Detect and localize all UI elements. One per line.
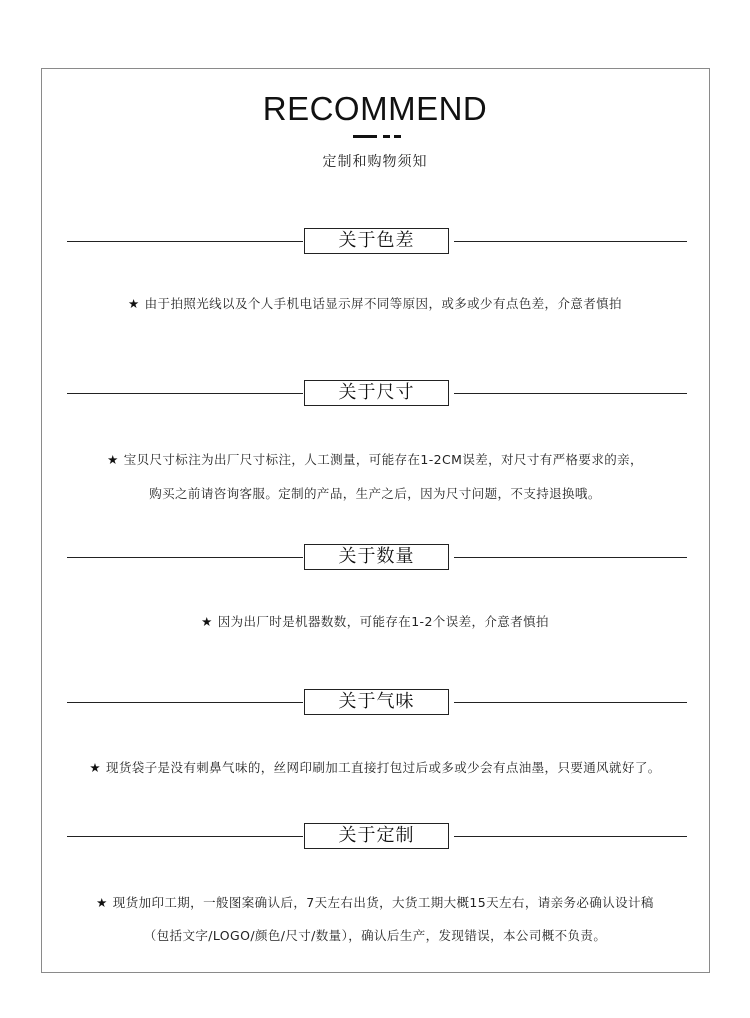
star-icon: ★ — [107, 452, 119, 467]
section-text-custom — [0, 893, 750, 911]
divider-line — [454, 702, 687, 703]
divider-line — [67, 393, 303, 394]
section-text-size-2 — [0, 484, 750, 502]
section-line: 由于拍照光线以及个人手机电话显示屏不同等原因，或多或少有点色差，介意者慎拍 — [144, 296, 622, 311]
section-text-size — [0, 450, 750, 468]
section-header-custom — [67, 823, 687, 851]
section-line: 现货加印工期，一般图案确认后，7天左右出货，大货工期大概15天左右，请亲务必确认设计稿 — [112, 895, 654, 910]
title-decoration — [353, 135, 401, 138]
section-line: （包括文字/LOGO/颜色/尺寸/数量），确认后生产，发现错误，本公司概不负责。 — [143, 928, 607, 943]
section-header-color — [67, 228, 687, 256]
section-text-odor — [0, 758, 750, 776]
star-icon: ★ — [96, 895, 108, 910]
star-icon: ★ — [89, 760, 101, 775]
section-header-size — [67, 380, 687, 408]
section-title-color: 关于色差 — [304, 228, 449, 254]
section-text-quantity — [0, 612, 750, 630]
section-line: 购买之前请咨询客服。定制的产品，生产之后，因为尺寸问题，不支持退换哦。 — [149, 486, 601, 501]
section-line: 现货袋子是没有刺鼻气味的，丝网印刷加工直接打包过后或多或少会有点油墨，只要通风就好了。 — [105, 760, 661, 775]
section-text-color — [0, 294, 750, 312]
divider-line — [67, 836, 303, 837]
page-subtitle: 定制和购物须知 — [322, 154, 428, 170]
section-text-custom-2 — [0, 926, 750, 944]
divider-line — [454, 836, 687, 837]
star-icon: ★ — [128, 296, 140, 311]
divider-line — [454, 557, 687, 558]
section-header-quantity — [67, 544, 687, 572]
section-title-custom: 关于定制 — [304, 823, 449, 849]
divider-line — [67, 702, 303, 703]
divider-line — [454, 241, 687, 242]
section-line: 宝贝尺寸标注为出厂尺寸标注，人工测量，可能存在1-2CM误差，对尺寸有严格要求的亲， — [123, 452, 643, 467]
divider-line — [454, 393, 687, 394]
section-title-size: 关于尺寸 — [304, 380, 449, 406]
section-line: 因为出厂时是机器数数，可能存在1-2个误差，介意者慎拍 — [217, 614, 549, 629]
section-title-odor: 关于气味 — [304, 689, 449, 715]
star-icon: ★ — [201, 614, 213, 629]
section-header-odor — [67, 689, 687, 717]
page-title: RECOMMEND — [262, 90, 488, 127]
section-title-quantity: 关于数量 — [304, 544, 449, 570]
divider-line — [67, 557, 303, 558]
divider-line — [67, 241, 303, 242]
